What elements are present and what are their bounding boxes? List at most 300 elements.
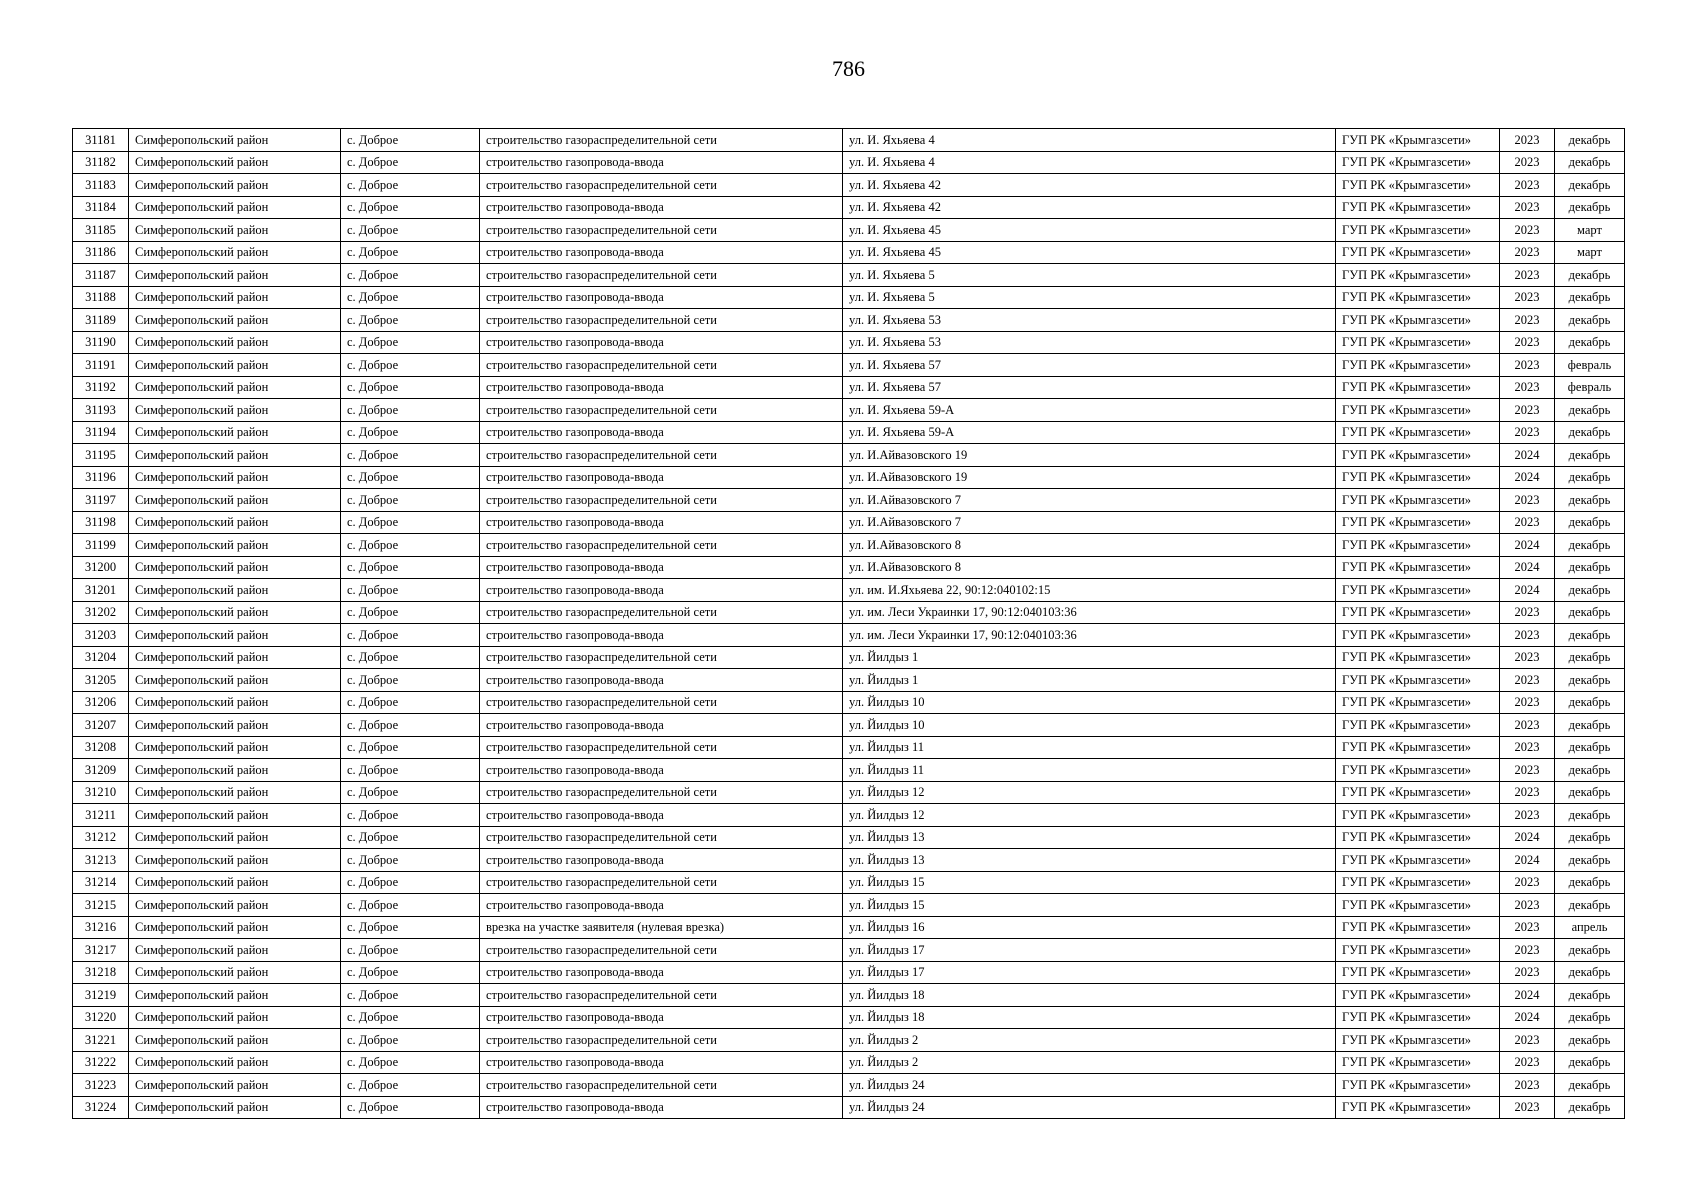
address-cell: ул. им. Леси Украинки 17, 90:12:040103:36 — [843, 601, 1336, 624]
locality-cell: с. Доброе — [341, 174, 480, 197]
table-row — [73, 849, 1625, 872]
row-number-cell: 31209 — [73, 759, 129, 782]
table-row — [73, 534, 1625, 557]
locality-cell: с. Доброе — [341, 781, 480, 804]
month-cell: апрель — [1555, 916, 1625, 939]
table-row — [73, 174, 1625, 197]
table-row — [73, 1006, 1625, 1029]
address-cell: ул. Йилдыз 16 — [843, 916, 1336, 939]
locality-cell: с. Доброе — [341, 151, 480, 174]
district-cell: Симферопольский район — [129, 219, 341, 242]
work-type-cell: строительство газопровода-ввода — [480, 376, 843, 399]
locality-cell: с. Доброе — [341, 264, 480, 287]
district-cell: Симферопольский район — [129, 309, 341, 332]
month-cell: декабрь — [1555, 736, 1625, 759]
table-row — [73, 444, 1625, 467]
work-type-cell: строительство газораспределительной сети — [480, 601, 843, 624]
year-cell: 2023 — [1500, 1029, 1555, 1052]
work-type-cell: строительство газопровода-ввода — [480, 804, 843, 827]
work-type-cell: строительство газопровода-ввода — [480, 331, 843, 354]
locality-cell: с. Доброе — [341, 624, 480, 647]
table-row — [73, 1096, 1625, 1119]
locality-cell: с. Доброе — [341, 534, 480, 557]
work-type-cell: строительство газораспределительной сети — [480, 534, 843, 557]
row-number-cell: 31220 — [73, 1006, 129, 1029]
address-cell: ул. И. Яхьяева 53 — [843, 309, 1336, 332]
work-type-cell: строительство газопровода-ввода — [480, 151, 843, 174]
row-number-cell: 31208 — [73, 736, 129, 759]
work-type-cell: строительство газораспределительной сети — [480, 826, 843, 849]
month-cell: декабрь — [1555, 1029, 1625, 1052]
organization-cell: ГУП РК «Крымгазсети» — [1336, 1006, 1500, 1029]
month-cell: декабрь — [1555, 1096, 1625, 1119]
address-cell: ул. Йилдыз 1 — [843, 669, 1336, 692]
month-cell: декабрь — [1555, 286, 1625, 309]
year-cell: 2023 — [1500, 669, 1555, 692]
registry-table — [72, 128, 1625, 1119]
locality-cell: с. Доброе — [341, 309, 480, 332]
work-type-cell: врезка на участке заявителя (нулевая врезка) — [480, 916, 843, 939]
table-row — [73, 151, 1625, 174]
year-cell: 2023 — [1500, 759, 1555, 782]
row-number-cell: 31196 — [73, 466, 129, 489]
work-type-cell: строительство газопровода-ввода — [480, 466, 843, 489]
organization-cell: ГУП РК «Крымгазсети» — [1336, 399, 1500, 422]
district-cell: Симферопольский район — [129, 196, 341, 219]
table-row — [73, 399, 1625, 422]
year-cell: 2023 — [1500, 804, 1555, 827]
district-cell: Симферопольский район — [129, 444, 341, 467]
address-cell: ул. Йилдыз 2 — [843, 1051, 1336, 1074]
organization-cell: ГУП РК «Крымгазсети» — [1336, 624, 1500, 647]
year-cell: 2023 — [1500, 871, 1555, 894]
table-row — [73, 331, 1625, 354]
district-cell: Симферопольский район — [129, 286, 341, 309]
table-row — [73, 489, 1625, 512]
row-number-cell: 31212 — [73, 826, 129, 849]
address-cell: ул. Йилдыз 17 — [843, 961, 1336, 984]
row-number-cell: 31217 — [73, 939, 129, 962]
row-number-cell: 31191 — [73, 354, 129, 377]
locality-cell: с. Доброе — [341, 984, 480, 1007]
organization-cell: ГУП РК «Крымгазсети» — [1336, 286, 1500, 309]
organization-cell: ГУП РК «Крымгазсети» — [1336, 961, 1500, 984]
work-type-cell: строительство газораспределительной сети — [480, 691, 843, 714]
row-number-cell: 31183 — [73, 174, 129, 197]
district-cell: Симферопольский район — [129, 376, 341, 399]
organization-cell: ГУП РК «Крымгазсети» — [1336, 219, 1500, 242]
work-type-cell: строительство газопровода-ввода — [480, 556, 843, 579]
district-cell: Симферопольский район — [129, 804, 341, 827]
year-cell: 2024 — [1500, 1006, 1555, 1029]
table-row — [73, 714, 1625, 737]
table-row — [73, 354, 1625, 377]
organization-cell: ГУП РК «Крымгазсети» — [1336, 736, 1500, 759]
year-cell: 2023 — [1500, 646, 1555, 669]
work-type-cell: строительство газопровода-ввода — [480, 669, 843, 692]
district-cell: Симферопольский район — [129, 466, 341, 489]
table-row — [73, 916, 1625, 939]
district-cell: Симферопольский район — [129, 1029, 341, 1052]
row-number-cell: 31197 — [73, 489, 129, 512]
district-cell: Симферопольский район — [129, 151, 341, 174]
address-cell: ул. И.Айвазовского 19 — [843, 444, 1336, 467]
month-cell: декабрь — [1555, 984, 1625, 1007]
organization-cell: ГУП РК «Крымгазсети» — [1336, 556, 1500, 579]
locality-cell: с. Доброе — [341, 489, 480, 512]
address-cell: ул. И. Яхьяева 42 — [843, 196, 1336, 219]
address-cell: ул. Йилдыз 18 — [843, 984, 1336, 1007]
row-number-cell: 31198 — [73, 511, 129, 534]
year-cell: 2023 — [1500, 624, 1555, 647]
row-number-cell: 31219 — [73, 984, 129, 1007]
year-cell: 2024 — [1500, 579, 1555, 602]
month-cell: декабрь — [1555, 421, 1625, 444]
month-cell: декабрь — [1555, 714, 1625, 737]
work-type-cell: строительство газораспределительной сети — [480, 1029, 843, 1052]
organization-cell: ГУП РК «Крымгазсети» — [1336, 264, 1500, 287]
year-cell: 2023 — [1500, 714, 1555, 737]
year-cell: 2023 — [1500, 601, 1555, 624]
month-cell: декабрь — [1555, 849, 1625, 872]
table-row — [73, 691, 1625, 714]
year-cell: 2024 — [1500, 556, 1555, 579]
table-row — [73, 894, 1625, 917]
organization-cell: ГУП РК «Крымгазсети» — [1336, 511, 1500, 534]
address-cell: ул. И. Яхьяева 57 — [843, 354, 1336, 377]
table-body — [73, 129, 1625, 1119]
organization-cell: ГУП РК «Крымгазсети» — [1336, 1096, 1500, 1119]
district-cell: Симферопольский район — [129, 354, 341, 377]
address-cell: ул. Йилдыз 13 — [843, 826, 1336, 849]
work-type-cell: строительство газораспределительной сети — [480, 309, 843, 332]
district-cell: Симферопольский район — [129, 984, 341, 1007]
month-cell: декабрь — [1555, 196, 1625, 219]
month-cell: февраль — [1555, 354, 1625, 377]
locality-cell: с. Доброе — [341, 759, 480, 782]
table-row — [73, 759, 1625, 782]
address-cell: ул. Йилдыз 24 — [843, 1096, 1336, 1119]
row-number-cell: 31187 — [73, 264, 129, 287]
organization-cell: ГУП РК «Крымгазсети» — [1336, 579, 1500, 602]
district-cell: Симферопольский район — [129, 691, 341, 714]
locality-cell: с. Доброе — [341, 669, 480, 692]
table-row — [73, 1074, 1625, 1097]
month-cell: декабрь — [1555, 691, 1625, 714]
organization-cell: ГУП РК «Крымгазсети» — [1336, 196, 1500, 219]
organization-cell: ГУП РК «Крымгазсети» — [1336, 781, 1500, 804]
work-type-cell: строительство газораспределительной сети — [480, 781, 843, 804]
organization-cell: ГУП РК «Крымгазсети» — [1336, 984, 1500, 1007]
row-number-cell: 31194 — [73, 421, 129, 444]
year-cell: 2023 — [1500, 399, 1555, 422]
locality-cell: с. Доброе — [341, 894, 480, 917]
table-row — [73, 871, 1625, 894]
year-cell: 2023 — [1500, 1051, 1555, 1074]
month-cell: декабрь — [1555, 601, 1625, 624]
organization-cell: ГУП РК «Крымгазсети» — [1336, 669, 1500, 692]
month-cell: декабрь — [1555, 1051, 1625, 1074]
address-cell: ул. Йилдыз 13 — [843, 849, 1336, 872]
row-number-cell: 31192 — [73, 376, 129, 399]
year-cell: 2023 — [1500, 241, 1555, 264]
table-row — [73, 264, 1625, 287]
table-row — [73, 646, 1625, 669]
district-cell: Симферопольский район — [129, 534, 341, 557]
month-cell: февраль — [1555, 376, 1625, 399]
locality-cell: с. Доброе — [341, 939, 480, 962]
locality-cell: с. Доброе — [341, 916, 480, 939]
month-cell: декабрь — [1555, 826, 1625, 849]
year-cell: 2023 — [1500, 781, 1555, 804]
address-cell: ул. И. Яхьяева 5 — [843, 286, 1336, 309]
row-number-cell: 31221 — [73, 1029, 129, 1052]
table-row — [73, 309, 1625, 332]
month-cell: декабрь — [1555, 669, 1625, 692]
table-row — [73, 624, 1625, 647]
table-row — [73, 129, 1625, 152]
locality-cell: с. Доброе — [341, 961, 480, 984]
district-cell: Симферопольский район — [129, 511, 341, 534]
address-cell: ул. им. Леси Украинки 17, 90:12:040103:36 — [843, 624, 1336, 647]
month-cell: декабрь — [1555, 511, 1625, 534]
month-cell: декабрь — [1555, 174, 1625, 197]
organization-cell: ГУП РК «Крымгазсети» — [1336, 151, 1500, 174]
address-cell: ул. И. Яхьяева 45 — [843, 219, 1336, 242]
month-cell: декабрь — [1555, 759, 1625, 782]
table-row — [73, 376, 1625, 399]
month-cell: декабрь — [1555, 466, 1625, 489]
address-cell: ул. Йилдыз 11 — [843, 759, 1336, 782]
row-number-cell: 31207 — [73, 714, 129, 737]
month-cell: декабрь — [1555, 624, 1625, 647]
row-number-cell: 31204 — [73, 646, 129, 669]
locality-cell: с. Доброе — [341, 354, 480, 377]
year-cell: 2023 — [1500, 286, 1555, 309]
address-cell: ул. Йилдыз 2 — [843, 1029, 1336, 1052]
year-cell: 2023 — [1500, 894, 1555, 917]
locality-cell: с. Доброе — [341, 556, 480, 579]
table-row — [73, 826, 1625, 849]
year-cell: 2023 — [1500, 219, 1555, 242]
row-number-cell: 31184 — [73, 196, 129, 219]
year-cell: 2023 — [1500, 376, 1555, 399]
work-type-cell: строительство газораспределительной сети — [480, 489, 843, 512]
table-row — [73, 421, 1625, 444]
organization-cell: ГУП РК «Крымгазсети» — [1336, 601, 1500, 624]
locality-cell: с. Доброе — [341, 129, 480, 152]
address-cell: ул. Йилдыз 15 — [843, 894, 1336, 917]
table-row — [73, 286, 1625, 309]
table-row — [73, 511, 1625, 534]
work-type-cell: строительство газопровода-ввода — [480, 759, 843, 782]
district-cell: Симферопольский район — [129, 579, 341, 602]
year-cell: 2023 — [1500, 939, 1555, 962]
organization-cell: ГУП РК «Крымгазсети» — [1336, 1051, 1500, 1074]
work-type-cell: строительство газопровода-ввода — [480, 511, 843, 534]
row-number-cell: 31210 — [73, 781, 129, 804]
organization-cell: ГУП РК «Крымгазсети» — [1336, 129, 1500, 152]
row-number-cell: 31224 — [73, 1096, 129, 1119]
table-row — [73, 939, 1625, 962]
district-cell: Симферопольский район — [129, 646, 341, 669]
address-cell: ул. И. Яхьяева 59-А — [843, 399, 1336, 422]
locality-cell: с. Доброе — [341, 444, 480, 467]
locality-cell: с. Доброе — [341, 1074, 480, 1097]
month-cell: декабрь — [1555, 646, 1625, 669]
locality-cell: с. Доброе — [341, 331, 480, 354]
row-number-cell: 31186 — [73, 241, 129, 264]
table-row — [73, 669, 1625, 692]
district-cell: Симферопольский район — [129, 961, 341, 984]
table-row — [73, 736, 1625, 759]
table-row — [73, 601, 1625, 624]
row-number-cell: 31215 — [73, 894, 129, 917]
district-cell: Симферопольский район — [129, 916, 341, 939]
district-cell: Симферопольский район — [129, 669, 341, 692]
year-cell: 2023 — [1500, 129, 1555, 152]
organization-cell: ГУП РК «Крымгазсети» — [1336, 1029, 1500, 1052]
locality-cell: с. Доброе — [341, 399, 480, 422]
district-cell: Симферопольский район — [129, 331, 341, 354]
district-cell: Симферопольский район — [129, 714, 341, 737]
row-number-cell: 31201 — [73, 579, 129, 602]
work-type-cell: строительство газораспределительной сети — [480, 174, 843, 197]
organization-cell: ГУП РК «Крымгазсети» — [1336, 826, 1500, 849]
table-row — [73, 219, 1625, 242]
table-row — [73, 1051, 1625, 1074]
month-cell: декабрь — [1555, 579, 1625, 602]
page-number: 786 — [832, 56, 865, 81]
year-cell: 2023 — [1500, 489, 1555, 512]
row-number-cell: 31216 — [73, 916, 129, 939]
address-cell: ул. И.Айвазовского 8 — [843, 556, 1336, 579]
table-row — [73, 556, 1625, 579]
row-number-cell: 31190 — [73, 331, 129, 354]
work-type-cell: строительство газопровода-ввода — [480, 961, 843, 984]
locality-cell: с. Доброе — [341, 1029, 480, 1052]
address-cell: ул. И. Яхьяева 53 — [843, 331, 1336, 354]
organization-cell: ГУП РК «Крымгазсети» — [1336, 1074, 1500, 1097]
address-cell: ул. Йилдыз 1 — [843, 646, 1336, 669]
table-row — [73, 241, 1625, 264]
organization-cell: ГУП РК «Крымгазсети» — [1336, 174, 1500, 197]
locality-cell: с. Доброе — [341, 871, 480, 894]
locality-cell: с. Доброе — [341, 1051, 480, 1074]
address-cell: ул. И. Яхьяева 57 — [843, 376, 1336, 399]
year-cell: 2023 — [1500, 1074, 1555, 1097]
district-cell: Симферопольский район — [129, 129, 341, 152]
locality-cell: с. Доброе — [341, 646, 480, 669]
year-cell: 2023 — [1500, 421, 1555, 444]
work-type-cell: строительство газораспределительной сети — [480, 871, 843, 894]
row-number-cell: 31185 — [73, 219, 129, 242]
row-number-cell: 31182 — [73, 151, 129, 174]
address-cell: ул. И. Яхьяева 4 — [843, 129, 1336, 152]
address-cell: ул. Йилдыз 10 — [843, 714, 1336, 737]
district-cell: Симферопольский район — [129, 1051, 341, 1074]
district-cell: Симферопольский район — [129, 241, 341, 264]
district-cell: Симферопольский район — [129, 399, 341, 422]
month-cell: декабрь — [1555, 264, 1625, 287]
organization-cell: ГУП РК «Крымгазсети» — [1336, 939, 1500, 962]
address-cell: ул. Йилдыз 11 — [843, 736, 1336, 759]
table-row — [73, 1029, 1625, 1052]
row-number-cell: 31218 — [73, 961, 129, 984]
month-cell: декабрь — [1555, 331, 1625, 354]
row-number-cell: 31200 — [73, 556, 129, 579]
work-type-cell: строительство газопровода-ввода — [480, 849, 843, 872]
district-cell: Симферопольский район — [129, 601, 341, 624]
year-cell: 2023 — [1500, 961, 1555, 984]
locality-cell: с. Доброе — [341, 804, 480, 827]
year-cell: 2023 — [1500, 691, 1555, 714]
year-cell: 2024 — [1500, 984, 1555, 1007]
year-cell: 2023 — [1500, 331, 1555, 354]
district-cell: Симферопольский район — [129, 759, 341, 782]
month-cell: декабрь — [1555, 939, 1625, 962]
month-cell: декабрь — [1555, 129, 1625, 152]
work-type-cell: строительство газопровода-ввода — [480, 894, 843, 917]
address-cell: ул. И. Яхьяева 45 — [843, 241, 1336, 264]
year-cell: 2023 — [1500, 151, 1555, 174]
address-cell: ул. им. И.Яхьяева 22, 90:12:040102:15 — [843, 579, 1336, 602]
address-cell: ул. И. Яхьяева 42 — [843, 174, 1336, 197]
address-cell: ул. И. Яхьяева 4 — [843, 151, 1336, 174]
address-cell: ул. Йилдыз 12 — [843, 804, 1336, 827]
month-cell: декабрь — [1555, 556, 1625, 579]
table-row — [73, 961, 1625, 984]
locality-cell: с. Доброе — [341, 826, 480, 849]
year-cell: 2023 — [1500, 736, 1555, 759]
locality-cell: с. Доброе — [341, 579, 480, 602]
month-cell: декабрь — [1555, 534, 1625, 557]
address-cell: ул. И.Айвазовского 7 — [843, 489, 1336, 512]
month-cell: декабрь — [1555, 1074, 1625, 1097]
locality-cell: с. Доброе — [341, 241, 480, 264]
organization-cell: ГУП РК «Крымгазсети» — [1336, 646, 1500, 669]
organization-cell: ГУП РК «Крымгазсети» — [1336, 849, 1500, 872]
district-cell: Симферопольский район — [129, 939, 341, 962]
work-type-cell: строительство газопровода-ввода — [480, 624, 843, 647]
organization-cell: ГУП РК «Крымгазсети» — [1336, 421, 1500, 444]
year-cell: 2024 — [1500, 849, 1555, 872]
district-cell: Симферопольский район — [129, 1096, 341, 1119]
month-cell: декабрь — [1555, 489, 1625, 512]
year-cell: 2024 — [1500, 466, 1555, 489]
locality-cell: с. Доброе — [341, 219, 480, 242]
month-cell: декабрь — [1555, 804, 1625, 827]
address-cell: ул. И. Яхьяева 5 — [843, 264, 1336, 287]
district-cell: Симферопольский район — [129, 264, 341, 287]
month-cell: декабрь — [1555, 961, 1625, 984]
year-cell: 2024 — [1500, 826, 1555, 849]
organization-cell: ГУП РК «Крымгазсети» — [1336, 691, 1500, 714]
work-type-cell: строительство газопровода-ввода — [480, 1051, 843, 1074]
row-number-cell: 31188 — [73, 286, 129, 309]
month-cell: декабрь — [1555, 894, 1625, 917]
organization-cell: ГУП РК «Крымгазсети» — [1336, 534, 1500, 557]
month-cell: декабрь — [1555, 871, 1625, 894]
locality-cell: с. Доброе — [341, 736, 480, 759]
year-cell: 2024 — [1500, 534, 1555, 557]
locality-cell: с. Доброе — [341, 286, 480, 309]
month-cell: декабрь — [1555, 309, 1625, 332]
locality-cell: с. Доброе — [341, 601, 480, 624]
year-cell: 2023 — [1500, 916, 1555, 939]
month-cell: декабрь — [1555, 781, 1625, 804]
work-type-cell: строительство газораспределительной сети — [480, 736, 843, 759]
